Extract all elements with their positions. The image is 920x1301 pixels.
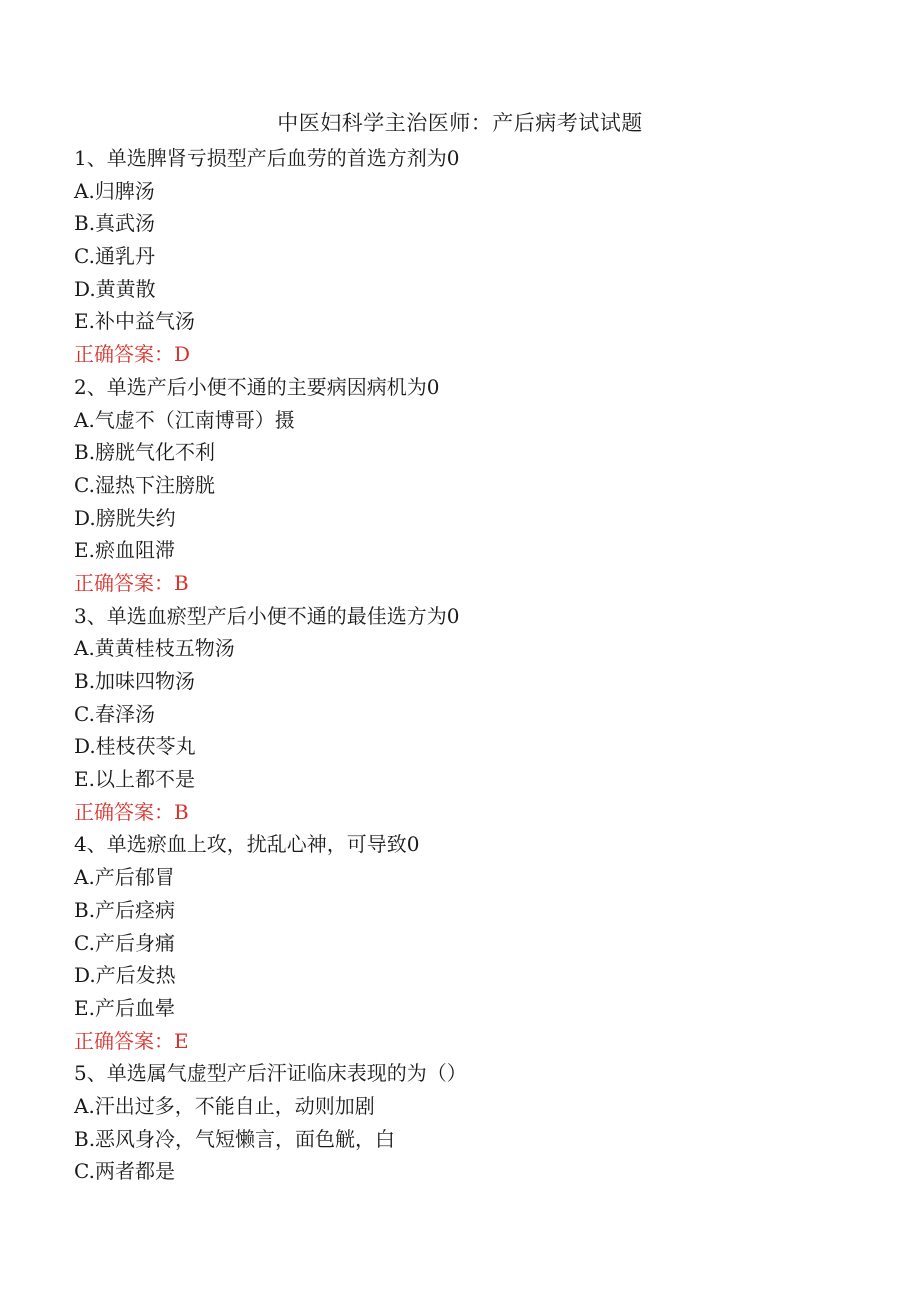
document-title: 中医妇科学主治医师：产后病考试试题	[277, 111, 643, 135]
question-5-stem: 5、单选属气虚型产后汗证临床表现的为（）	[74, 1061, 467, 1086]
question-3-option-c: C.春泽汤	[74, 701, 155, 726]
question-3-stem: 3、单选血瘀型产后小便不通的最佳选方为0	[74, 603, 460, 628]
question-4-option-c: C.产后身痛	[74, 930, 175, 955]
question-4-answer: 正确答案：E	[74, 1028, 189, 1053]
question-4-stem: 4、单选瘀血上攻，扰乱心神，可导致0	[74, 832, 420, 857]
question-4-option-a: A.产后郁冒	[74, 865, 175, 890]
question-4-option-d: D.产后发热	[74, 963, 176, 988]
question-1-option-c: C.通乳丹	[74, 244, 155, 269]
question-3-option-d: D.桂枝茯苓丸	[74, 734, 196, 759]
question-3-option-b: B.加味四物汤	[74, 669, 196, 693]
question-5-option-a: A.汗出过多，不能自止，动则加剧	[74, 1093, 375, 1118]
question-1-option-e: E.补中益气汤	[74, 309, 195, 334]
question-2-option-e: E.瘀血阻滞	[74, 538, 175, 563]
question-1-answer: 正确答案：D	[74, 342, 191, 367]
question-1-option-d: D.黄黄散	[74, 276, 156, 301]
question-5-option-c: C.两者都是	[74, 1159, 175, 1184]
question-3-option-a: A.黄黄桂枝五物汤	[74, 636, 235, 661]
question-list	[74, 142, 874, 1188]
question-2-option-c: C.湿热下注膀胱	[74, 472, 215, 497]
question-2-option-a: A.气虚不（江南博哥）摄	[74, 407, 295, 432]
question-1-stem: 1、单选脾肾亏损型产后血劳的首选方剂为0	[74, 146, 460, 170]
question-5-option-b: B.恶风身冷，气短懒言，面色觥，白	[74, 1126, 396, 1151]
question-1-option-a: A.归脾汤	[74, 178, 155, 203]
question-4-option-e: E.产后血晕	[74, 995, 175, 1020]
question-1-option-b: B.真武汤	[74, 211, 156, 236]
question-3-option-e: E.以上都不是	[74, 767, 195, 792]
question-4-option-b: B.产后痉病	[74, 897, 176, 922]
question-2-option-d: D.膀胱失约	[74, 505, 176, 530]
question-2-option-b: B.膀胱气化不利	[74, 440, 216, 465]
question-2-answer: 正确答案：B	[74, 570, 189, 595]
question-2-stem: 2、单选产后小便不通的主要病因病机为0	[74, 374, 440, 399]
question-3-answer: 正确答案：B	[74, 799, 189, 824]
